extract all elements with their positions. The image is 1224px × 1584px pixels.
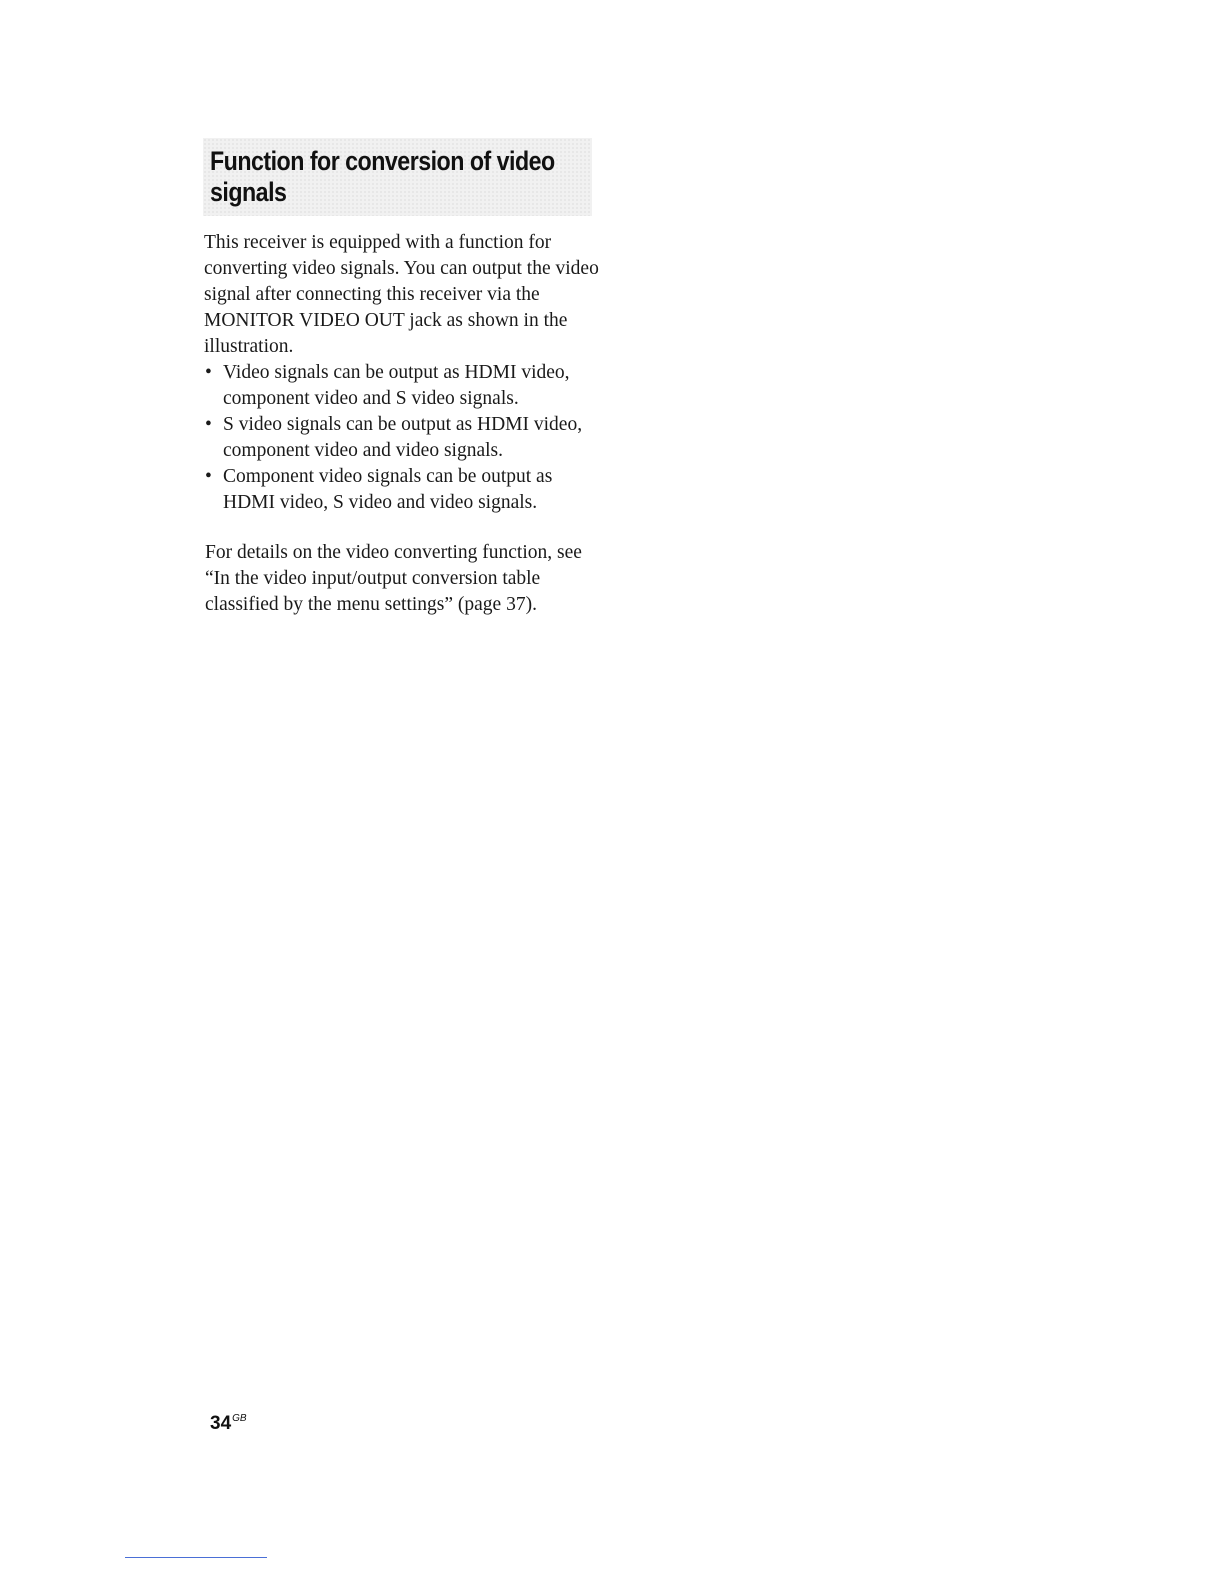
page-number-suffix: GB bbox=[232, 1413, 247, 1424]
bullet-icon: • bbox=[205, 362, 212, 383]
list-item-text: Component video signals can be output as HDMI video, S video and video signals. bbox=[223, 466, 553, 513]
page-number bbox=[210, 1413, 247, 1435]
heading-box bbox=[203, 138, 592, 216]
bullet-icon: • bbox=[205, 414, 212, 435]
conversion-list bbox=[203, 360, 598, 516]
list-item bbox=[204, 360, 598, 412]
list-item bbox=[204, 412, 598, 464]
content-section bbox=[203, 138, 603, 618]
section-heading: Function for conversion of video signals bbox=[210, 146, 555, 207]
intro-paragraph: This receiver is equipped with a function for converting video signals. You can output the video signal after connecting this receiver via the MONITOR VIDEO OUT jack as shown in the illustration. bbox=[204, 232, 599, 357]
details-paragraph: For details on the video converting function, see “In the video input/output conversion table classified by the menu settings” (page 37). bbox=[205, 542, 582, 615]
list-item-text: S video signals can be output as HDMI video, component video and video signals. bbox=[223, 414, 583, 461]
list-item-text: Video signals can be output as HDMI video, component video and S video signals. bbox=[223, 362, 570, 409]
bottom-rule bbox=[125, 1557, 267, 1558]
list-item bbox=[204, 464, 598, 516]
page-number-value: 34 bbox=[210, 1413, 232, 1434]
bullet-icon: • bbox=[205, 466, 212, 487]
